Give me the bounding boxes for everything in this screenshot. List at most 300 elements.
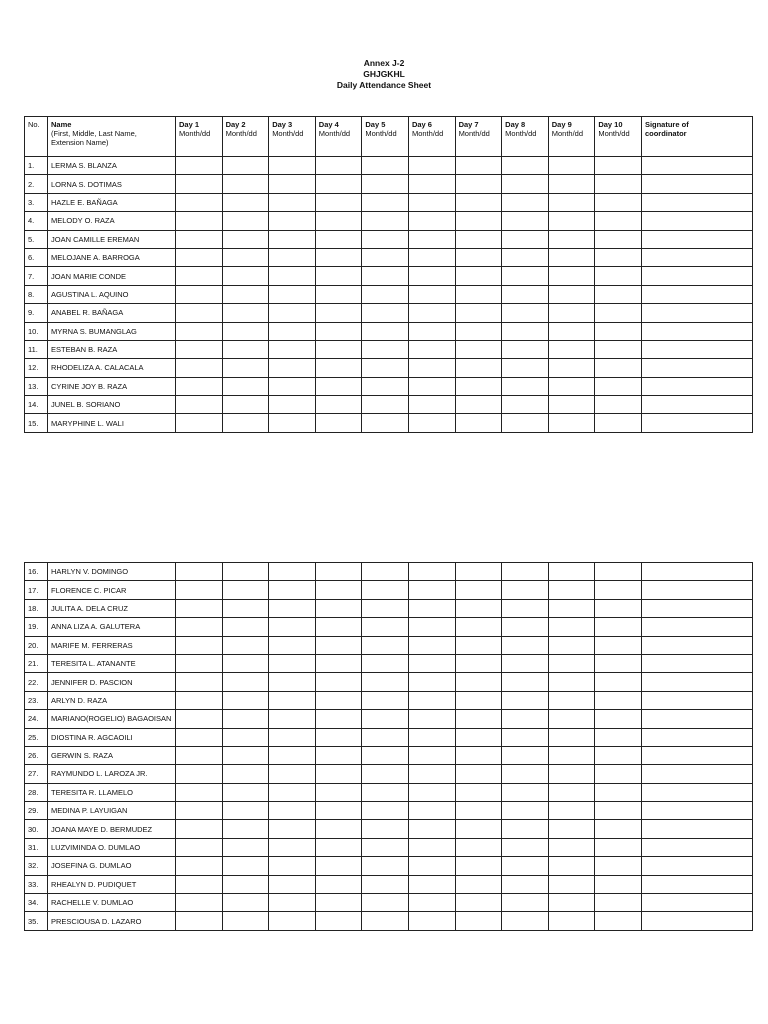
attendance-cell-day-5[interactable] — [362, 636, 409, 654]
attendance-cell-day-10[interactable] — [595, 802, 642, 820]
attendance-cell-day-4[interactable] — [315, 802, 362, 820]
attendance-cell-day-1[interactable] — [176, 193, 223, 211]
attendance-cell-day-8[interactable] — [502, 248, 549, 266]
attendance-cell-day-1[interactable] — [176, 157, 223, 175]
attendance-cell-day-3[interactable] — [269, 304, 316, 322]
attendance-cell-day-1[interactable] — [176, 894, 223, 912]
attendance-cell-day-7[interactable] — [455, 765, 502, 783]
attendance-cell-day-5[interactable] — [362, 746, 409, 764]
attendance-cell-day-10[interactable] — [595, 728, 642, 746]
attendance-cell-day-2[interactable] — [222, 285, 269, 303]
attendance-cell-day-7[interactable] — [455, 710, 502, 728]
attendance-cell-day-4[interactable] — [315, 691, 362, 709]
attendance-cell-day-10[interactable] — [595, 654, 642, 672]
attendance-cell-day-8[interactable] — [502, 802, 549, 820]
attendance-cell-day-3[interactable] — [269, 359, 316, 377]
signature-cell[interactable] — [641, 377, 752, 395]
attendance-cell-day-8[interactable] — [502, 193, 549, 211]
attendance-cell-day-5[interactable] — [362, 414, 409, 432]
attendance-cell-day-6[interactable] — [408, 894, 455, 912]
attendance-cell-day-9[interactable] — [548, 912, 595, 930]
attendance-cell-day-1[interactable] — [176, 230, 223, 248]
signature-cell[interactable] — [641, 912, 752, 930]
attendance-cell-day-6[interactable] — [408, 599, 455, 617]
attendance-cell-day-3[interactable] — [269, 710, 316, 728]
signature-cell[interactable] — [641, 710, 752, 728]
attendance-cell-day-2[interactable] — [222, 157, 269, 175]
attendance-cell-day-5[interactable] — [362, 673, 409, 691]
attendance-cell-day-1[interactable] — [176, 691, 223, 709]
attendance-cell-day-3[interactable] — [269, 746, 316, 764]
attendance-cell-day-5[interactable] — [362, 728, 409, 746]
attendance-cell-day-9[interactable] — [548, 746, 595, 764]
attendance-cell-day-3[interactable] — [269, 267, 316, 285]
attendance-cell-day-4[interactable] — [315, 875, 362, 893]
attendance-cell-day-3[interactable] — [269, 157, 316, 175]
attendance-cell-day-8[interactable] — [502, 414, 549, 432]
attendance-cell-day-3[interactable] — [269, 396, 316, 414]
attendance-cell-day-5[interactable] — [362, 322, 409, 340]
attendance-cell-day-2[interactable] — [222, 802, 269, 820]
attendance-cell-day-10[interactable] — [595, 783, 642, 801]
attendance-cell-day-2[interactable] — [222, 581, 269, 599]
attendance-cell-day-1[interactable] — [176, 396, 223, 414]
attendance-cell-day-10[interactable] — [595, 599, 642, 617]
attendance-cell-day-6[interactable] — [408, 783, 455, 801]
attendance-cell-day-10[interactable] — [595, 820, 642, 838]
attendance-cell-day-3[interactable] — [269, 414, 316, 432]
attendance-cell-day-10[interactable] — [595, 581, 642, 599]
attendance-cell-day-8[interactable] — [502, 581, 549, 599]
attendance-cell-day-5[interactable] — [362, 359, 409, 377]
attendance-cell-day-1[interactable] — [176, 802, 223, 820]
attendance-cell-day-2[interactable] — [222, 618, 269, 636]
attendance-cell-day-8[interactable] — [502, 783, 549, 801]
attendance-cell-day-10[interactable] — [595, 248, 642, 266]
attendance-cell-day-9[interactable] — [548, 838, 595, 856]
attendance-cell-day-1[interactable] — [176, 618, 223, 636]
attendance-cell-day-4[interactable] — [315, 618, 362, 636]
signature-cell[interactable] — [641, 820, 752, 838]
attendance-cell-day-5[interactable] — [362, 267, 409, 285]
attendance-cell-day-8[interactable] — [502, 820, 549, 838]
attendance-cell-day-9[interactable] — [548, 857, 595, 875]
attendance-cell-day-3[interactable] — [269, 857, 316, 875]
attendance-cell-day-3[interactable] — [269, 691, 316, 709]
signature-cell[interactable] — [641, 193, 752, 211]
attendance-cell-day-5[interactable] — [362, 563, 409, 581]
attendance-cell-day-1[interactable] — [176, 838, 223, 856]
attendance-cell-day-3[interactable] — [269, 894, 316, 912]
attendance-cell-day-7[interactable] — [455, 340, 502, 358]
attendance-cell-day-7[interactable] — [455, 746, 502, 764]
attendance-cell-day-1[interactable] — [176, 673, 223, 691]
attendance-cell-day-4[interactable] — [315, 857, 362, 875]
attendance-cell-day-8[interactable] — [502, 396, 549, 414]
signature-cell[interactable] — [641, 746, 752, 764]
attendance-cell-day-4[interactable] — [315, 783, 362, 801]
attendance-cell-day-6[interactable] — [408, 857, 455, 875]
attendance-cell-day-3[interactable] — [269, 820, 316, 838]
attendance-cell-day-9[interactable] — [548, 212, 595, 230]
attendance-cell-day-7[interactable] — [455, 248, 502, 266]
attendance-cell-day-7[interactable] — [455, 618, 502, 636]
attendance-cell-day-2[interactable] — [222, 691, 269, 709]
attendance-cell-day-8[interactable] — [502, 710, 549, 728]
attendance-cell-day-8[interactable] — [502, 875, 549, 893]
attendance-cell-day-5[interactable] — [362, 783, 409, 801]
attendance-cell-day-5[interactable] — [362, 175, 409, 193]
attendance-cell-day-5[interactable] — [362, 340, 409, 358]
signature-cell[interactable] — [641, 599, 752, 617]
attendance-cell-day-3[interactable] — [269, 340, 316, 358]
attendance-cell-day-5[interactable] — [362, 212, 409, 230]
attendance-cell-day-6[interactable] — [408, 710, 455, 728]
attendance-cell-day-4[interactable] — [315, 359, 362, 377]
attendance-cell-day-5[interactable] — [362, 654, 409, 672]
attendance-cell-day-6[interactable] — [408, 377, 455, 395]
attendance-cell-day-1[interactable] — [176, 563, 223, 581]
attendance-cell-day-1[interactable] — [176, 377, 223, 395]
attendance-cell-day-3[interactable] — [269, 581, 316, 599]
attendance-cell-day-9[interactable] — [548, 599, 595, 617]
attendance-cell-day-1[interactable] — [176, 212, 223, 230]
attendance-cell-day-9[interactable] — [548, 673, 595, 691]
attendance-cell-day-9[interactable] — [548, 618, 595, 636]
attendance-cell-day-10[interactable] — [595, 340, 642, 358]
attendance-cell-day-2[interactable] — [222, 414, 269, 432]
attendance-cell-day-8[interactable] — [502, 857, 549, 875]
attendance-cell-day-6[interactable] — [408, 304, 455, 322]
attendance-cell-day-5[interactable] — [362, 691, 409, 709]
attendance-cell-day-9[interactable] — [548, 783, 595, 801]
attendance-cell-day-7[interactable] — [455, 230, 502, 248]
attendance-cell-day-3[interactable] — [269, 673, 316, 691]
attendance-cell-day-9[interactable] — [548, 304, 595, 322]
attendance-cell-day-6[interactable] — [408, 175, 455, 193]
attendance-cell-day-7[interactable] — [455, 175, 502, 193]
attendance-cell-day-4[interactable] — [315, 636, 362, 654]
attendance-cell-day-1[interactable] — [176, 654, 223, 672]
attendance-cell-day-7[interactable] — [455, 193, 502, 211]
attendance-cell-day-10[interactable] — [595, 875, 642, 893]
attendance-cell-day-3[interactable] — [269, 636, 316, 654]
attendance-cell-day-9[interactable] — [548, 894, 595, 912]
attendance-cell-day-1[interactable] — [176, 746, 223, 764]
attendance-cell-day-1[interactable] — [176, 783, 223, 801]
attendance-cell-day-5[interactable] — [362, 396, 409, 414]
attendance-cell-day-2[interactable] — [222, 894, 269, 912]
attendance-cell-day-4[interactable] — [315, 710, 362, 728]
attendance-cell-day-2[interactable] — [222, 396, 269, 414]
attendance-cell-day-2[interactable] — [222, 636, 269, 654]
signature-cell[interactable] — [641, 267, 752, 285]
attendance-cell-day-6[interactable] — [408, 654, 455, 672]
attendance-cell-day-6[interactable] — [408, 618, 455, 636]
attendance-cell-day-10[interactable] — [595, 691, 642, 709]
signature-cell[interactable] — [641, 304, 752, 322]
attendance-cell-day-6[interactable] — [408, 820, 455, 838]
attendance-cell-day-10[interactable] — [595, 710, 642, 728]
attendance-cell-day-6[interactable] — [408, 581, 455, 599]
attendance-cell-day-2[interactable] — [222, 248, 269, 266]
attendance-cell-day-4[interactable] — [315, 340, 362, 358]
attendance-cell-day-9[interactable] — [548, 728, 595, 746]
attendance-cell-day-2[interactable] — [222, 340, 269, 358]
attendance-cell-day-8[interactable] — [502, 654, 549, 672]
attendance-cell-day-3[interactable] — [269, 728, 316, 746]
attendance-cell-day-6[interactable] — [408, 157, 455, 175]
attendance-cell-day-2[interactable] — [222, 838, 269, 856]
attendance-cell-day-3[interactable] — [269, 212, 316, 230]
attendance-cell-day-2[interactable] — [222, 746, 269, 764]
attendance-cell-day-3[interactable] — [269, 285, 316, 303]
attendance-cell-day-10[interactable] — [595, 618, 642, 636]
attendance-cell-day-2[interactable] — [222, 322, 269, 340]
attendance-cell-day-10[interactable] — [595, 673, 642, 691]
attendance-cell-day-4[interactable] — [315, 599, 362, 617]
attendance-cell-day-7[interactable] — [455, 322, 502, 340]
attendance-cell-day-3[interactable] — [269, 599, 316, 617]
attendance-cell-day-10[interactable] — [595, 230, 642, 248]
attendance-cell-day-8[interactable] — [502, 912, 549, 930]
attendance-cell-day-5[interactable] — [362, 802, 409, 820]
attendance-cell-day-9[interactable] — [548, 802, 595, 820]
attendance-cell-day-4[interactable] — [315, 193, 362, 211]
attendance-cell-day-10[interactable] — [595, 414, 642, 432]
attendance-cell-day-10[interactable] — [595, 359, 642, 377]
signature-cell[interactable] — [641, 838, 752, 856]
attendance-cell-day-5[interactable] — [362, 248, 409, 266]
attendance-cell-day-1[interactable] — [176, 710, 223, 728]
attendance-cell-day-10[interactable] — [595, 157, 642, 175]
attendance-cell-day-9[interactable] — [548, 414, 595, 432]
attendance-cell-day-8[interactable] — [502, 267, 549, 285]
attendance-cell-day-1[interactable] — [176, 857, 223, 875]
attendance-cell-day-1[interactable] — [176, 912, 223, 930]
attendance-cell-day-9[interactable] — [548, 267, 595, 285]
attendance-cell-day-2[interactable] — [222, 783, 269, 801]
attendance-cell-day-5[interactable] — [362, 912, 409, 930]
attendance-cell-day-2[interactable] — [222, 875, 269, 893]
attendance-cell-day-8[interactable] — [502, 157, 549, 175]
attendance-cell-day-3[interactable] — [269, 377, 316, 395]
signature-cell[interactable] — [641, 636, 752, 654]
attendance-cell-day-8[interactable] — [502, 322, 549, 340]
attendance-cell-day-4[interactable] — [315, 248, 362, 266]
attendance-cell-day-4[interactable] — [315, 212, 362, 230]
signature-cell[interactable] — [641, 691, 752, 709]
attendance-cell-day-2[interactable] — [222, 175, 269, 193]
signature-cell[interactable] — [641, 322, 752, 340]
attendance-cell-day-7[interactable] — [455, 673, 502, 691]
attendance-cell-day-4[interactable] — [315, 912, 362, 930]
attendance-cell-day-4[interactable] — [315, 304, 362, 322]
attendance-cell-day-4[interactable] — [315, 175, 362, 193]
attendance-cell-day-1[interactable] — [176, 581, 223, 599]
attendance-cell-day-5[interactable] — [362, 193, 409, 211]
attendance-cell-day-10[interactable] — [595, 563, 642, 581]
attendance-cell-day-7[interactable] — [455, 636, 502, 654]
attendance-cell-day-9[interactable] — [548, 175, 595, 193]
signature-cell[interactable] — [641, 673, 752, 691]
attendance-cell-day-5[interactable] — [362, 599, 409, 617]
attendance-cell-day-3[interactable] — [269, 175, 316, 193]
attendance-cell-day-5[interactable] — [362, 618, 409, 636]
attendance-cell-day-7[interactable] — [455, 783, 502, 801]
attendance-cell-day-4[interactable] — [315, 377, 362, 395]
attendance-cell-day-8[interactable] — [502, 838, 549, 856]
attendance-cell-day-8[interactable] — [502, 230, 549, 248]
attendance-cell-day-3[interactable] — [269, 322, 316, 340]
attendance-cell-day-8[interactable] — [502, 359, 549, 377]
attendance-cell-day-7[interactable] — [455, 285, 502, 303]
attendance-cell-day-6[interactable] — [408, 838, 455, 856]
attendance-cell-day-8[interactable] — [502, 563, 549, 581]
attendance-cell-day-7[interactable] — [455, 802, 502, 820]
attendance-cell-day-5[interactable] — [362, 230, 409, 248]
signature-cell[interactable] — [641, 212, 752, 230]
attendance-cell-day-5[interactable] — [362, 875, 409, 893]
attendance-cell-day-3[interactable] — [269, 875, 316, 893]
attendance-cell-day-10[interactable] — [595, 304, 642, 322]
attendance-cell-day-8[interactable] — [502, 599, 549, 617]
attendance-cell-day-9[interactable] — [548, 581, 595, 599]
attendance-cell-day-10[interactable] — [595, 894, 642, 912]
signature-cell[interactable] — [641, 654, 752, 672]
attendance-cell-day-8[interactable] — [502, 304, 549, 322]
attendance-cell-day-8[interactable] — [502, 636, 549, 654]
signature-cell[interactable] — [641, 857, 752, 875]
attendance-cell-day-1[interactable] — [176, 175, 223, 193]
attendance-cell-day-1[interactable] — [176, 765, 223, 783]
attendance-cell-day-2[interactable] — [222, 912, 269, 930]
attendance-cell-day-2[interactable] — [222, 765, 269, 783]
attendance-cell-day-7[interactable] — [455, 838, 502, 856]
attendance-cell-day-1[interactable] — [176, 267, 223, 285]
attendance-cell-day-6[interactable] — [408, 746, 455, 764]
attendance-cell-day-6[interactable] — [408, 912, 455, 930]
attendance-cell-day-5[interactable] — [362, 304, 409, 322]
attendance-cell-day-8[interactable] — [502, 285, 549, 303]
signature-cell[interactable] — [641, 581, 752, 599]
attendance-cell-day-4[interactable] — [315, 746, 362, 764]
attendance-cell-day-1[interactable] — [176, 875, 223, 893]
signature-cell[interactable] — [641, 894, 752, 912]
attendance-cell-day-7[interactable] — [455, 563, 502, 581]
attendance-cell-day-2[interactable] — [222, 193, 269, 211]
attendance-cell-day-1[interactable] — [176, 599, 223, 617]
attendance-cell-day-5[interactable] — [362, 157, 409, 175]
signature-cell[interactable] — [641, 157, 752, 175]
attendance-cell-day-9[interactable] — [548, 563, 595, 581]
attendance-cell-day-2[interactable] — [222, 820, 269, 838]
attendance-cell-day-9[interactable] — [548, 359, 595, 377]
attendance-cell-day-7[interactable] — [455, 691, 502, 709]
attendance-cell-day-9[interactable] — [548, 765, 595, 783]
attendance-cell-day-6[interactable] — [408, 267, 455, 285]
attendance-cell-day-10[interactable] — [595, 857, 642, 875]
attendance-cell-day-1[interactable] — [176, 359, 223, 377]
attendance-cell-day-10[interactable] — [595, 912, 642, 930]
attendance-cell-day-8[interactable] — [502, 691, 549, 709]
attendance-cell-day-4[interactable] — [315, 894, 362, 912]
attendance-cell-day-7[interactable] — [455, 157, 502, 175]
signature-cell[interactable] — [641, 728, 752, 746]
attendance-cell-day-4[interactable] — [315, 673, 362, 691]
attendance-cell-day-1[interactable] — [176, 322, 223, 340]
attendance-cell-day-1[interactable] — [176, 728, 223, 746]
attendance-cell-day-3[interactable] — [269, 230, 316, 248]
attendance-cell-day-2[interactable] — [222, 710, 269, 728]
attendance-cell-day-10[interactable] — [595, 636, 642, 654]
attendance-cell-day-6[interactable] — [408, 322, 455, 340]
attendance-cell-day-8[interactable] — [502, 377, 549, 395]
attendance-cell-day-6[interactable] — [408, 765, 455, 783]
attendance-cell-day-5[interactable] — [362, 581, 409, 599]
attendance-cell-day-5[interactable] — [362, 838, 409, 856]
attendance-cell-day-2[interactable] — [222, 563, 269, 581]
attendance-cell-day-7[interactable] — [455, 212, 502, 230]
attendance-cell-day-1[interactable] — [176, 248, 223, 266]
attendance-cell-day-6[interactable] — [408, 285, 455, 303]
attendance-cell-day-6[interactable] — [408, 396, 455, 414]
attendance-cell-day-10[interactable] — [595, 746, 642, 764]
attendance-cell-day-9[interactable] — [548, 636, 595, 654]
attendance-cell-day-2[interactable] — [222, 212, 269, 230]
attendance-cell-day-9[interactable] — [548, 285, 595, 303]
attendance-cell-day-4[interactable] — [315, 765, 362, 783]
attendance-cell-day-9[interactable] — [548, 654, 595, 672]
attendance-cell-day-7[interactable] — [455, 396, 502, 414]
attendance-cell-day-6[interactable] — [408, 802, 455, 820]
attendance-cell-day-9[interactable] — [548, 377, 595, 395]
attendance-cell-day-9[interactable] — [548, 710, 595, 728]
attendance-cell-day-4[interactable] — [315, 267, 362, 285]
attendance-cell-day-1[interactable] — [176, 414, 223, 432]
attendance-cell-day-5[interactable] — [362, 710, 409, 728]
signature-cell[interactable] — [641, 340, 752, 358]
attendance-cell-day-4[interactable] — [315, 396, 362, 414]
attendance-cell-day-10[interactable] — [595, 193, 642, 211]
signature-cell[interactable] — [641, 230, 752, 248]
attendance-cell-day-6[interactable] — [408, 230, 455, 248]
attendance-cell-day-6[interactable] — [408, 636, 455, 654]
attendance-cell-day-7[interactable] — [455, 359, 502, 377]
attendance-cell-day-10[interactable] — [595, 212, 642, 230]
attendance-cell-day-6[interactable] — [408, 414, 455, 432]
attendance-cell-day-2[interactable] — [222, 267, 269, 285]
attendance-cell-day-4[interactable] — [315, 563, 362, 581]
attendance-cell-day-7[interactable] — [455, 599, 502, 617]
attendance-cell-day-8[interactable] — [502, 746, 549, 764]
attendance-cell-day-9[interactable] — [548, 193, 595, 211]
attendance-cell-day-6[interactable] — [408, 673, 455, 691]
attendance-cell-day-4[interactable] — [315, 728, 362, 746]
attendance-cell-day-3[interactable] — [269, 654, 316, 672]
attendance-cell-day-7[interactable] — [455, 654, 502, 672]
attendance-cell-day-1[interactable] — [176, 340, 223, 358]
attendance-cell-day-7[interactable] — [455, 894, 502, 912]
signature-cell[interactable] — [641, 414, 752, 432]
attendance-cell-day-9[interactable] — [548, 157, 595, 175]
attendance-cell-day-2[interactable] — [222, 728, 269, 746]
attendance-cell-day-3[interactable] — [269, 248, 316, 266]
attendance-cell-day-6[interactable] — [408, 212, 455, 230]
attendance-cell-day-3[interactable] — [269, 802, 316, 820]
attendance-cell-day-3[interactable] — [269, 783, 316, 801]
attendance-cell-day-9[interactable] — [548, 230, 595, 248]
